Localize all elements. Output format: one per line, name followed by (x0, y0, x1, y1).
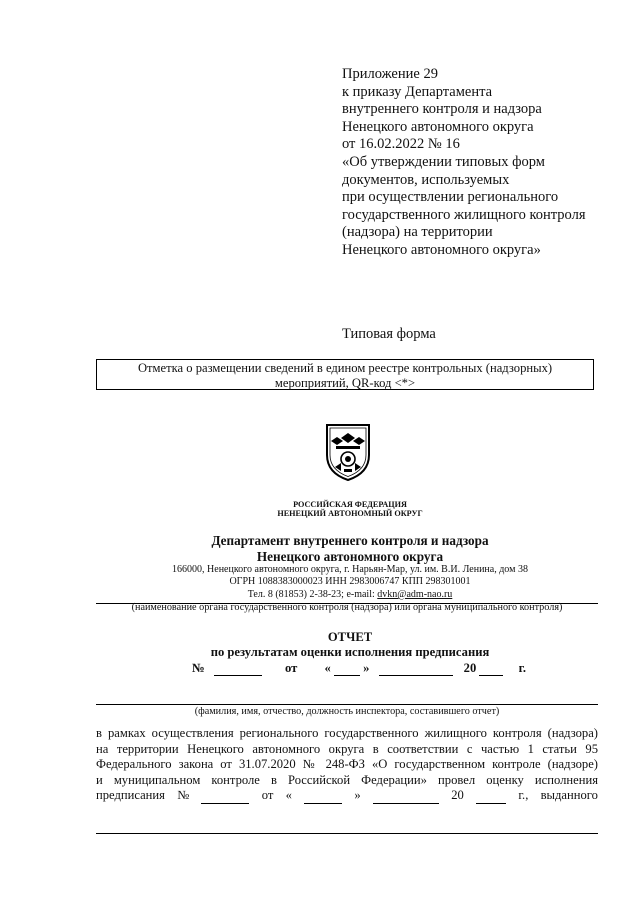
appendix-line: внутреннего контроля и надзора (342, 101, 542, 118)
paragraph-word: № (177, 788, 190, 803)
appendix-line: Приложение 29 (342, 66, 438, 82)
department-line: Департамент внутреннего контроля и надзора (211, 533, 489, 548)
prescription-month-field[interactable] (373, 791, 439, 804)
prescription-day-field[interactable] (304, 791, 342, 804)
issued-to-line[interactable] (96, 833, 598, 834)
year-suffix: г. (518, 661, 527, 675)
paragraph-line: Федерального закона от 31.07.2020 № 248-ФЗ «О государственном контроле (надзоре) (96, 757, 598, 772)
report-number-field[interactable] (214, 663, 262, 676)
paragraph-word: » (354, 788, 361, 803)
paragraph-last-line (96, 788, 598, 804)
inspector-divider-line (96, 704, 598, 705)
report-title (120, 630, 580, 660)
appendix-line: Ненецкого автономного округа» (342, 241, 541, 258)
paragraph-word: предписания (96, 788, 165, 803)
nao-coat-of-arms-icon (323, 421, 373, 483)
paragraph-line: и муниципальном контроле в Российской Федерации» провел оценку исполнения (96, 772, 598, 787)
registry-mark-line: Отметка о размещении сведений в едином реестре контрольных (надзорных) (137, 361, 553, 375)
report-subtitle: по результатам оценки исполнения предписания (210, 645, 490, 659)
date-from-label: от (284, 661, 298, 675)
department-title (120, 533, 580, 564)
number-label: № (192, 661, 205, 675)
appendix-line: при осуществлении регионального (342, 189, 559, 206)
contacts-line (110, 589, 590, 601)
appendix-line: (надзора) на территории (342, 224, 493, 241)
appendix-line: Ненецкого автономного округа (342, 118, 534, 135)
report-day-field[interactable] (334, 663, 360, 676)
appendix-line: документов, используемых (342, 171, 510, 188)
federation-line: РОССИЙСКАЯ ФЕДЕРАЦИЯ (293, 500, 407, 509)
form-type-label: Типовая форма (342, 326, 436, 342)
paragraph-word: от (261, 788, 274, 803)
paragraph-line: на территории Ненецкого автономного округа в соответствии с частью 1 статьи 95 (96, 741, 598, 756)
prescription-year-field[interactable] (476, 791, 506, 804)
report-heading: ОТЧЕТ (327, 630, 373, 644)
federation-line: НЕНЕЦКИЙ АВТОНОМНЫЙ ОКРУГ (277, 509, 423, 518)
department-line: Ненецкого автономного округа (256, 548, 444, 564)
requisites-line: ОГРН 1088383000023 ИНН 2983006747 КПП 298301001 (229, 576, 471, 588)
report-month-field[interactable] (379, 663, 453, 676)
registry-mark-line: мероприятий, QR-код <*> (274, 375, 416, 390)
quote-open: « (324, 661, 331, 675)
appendix-line: «Об утверждении типовых форм (342, 153, 545, 170)
paragraph-word: 20 (451, 788, 464, 803)
appendix-line: государственного жилищного контроля (342, 206, 586, 223)
appendix-line: к приказу Департамента (342, 83, 493, 100)
paragraph-word: « (285, 788, 292, 803)
quote-close: » (363, 661, 370, 675)
report-number-line (192, 661, 526, 676)
inspector-caption: (фамилия, имя, отчество, должность инспектора, составившего отчет) (194, 706, 500, 717)
address-line: 166000, Ненецкого автономного округа, г. Нарьян-Мар, ул. им. В.И. Ленина, дом 38 (172, 564, 528, 575)
phone-text: Тел. 8 (81853) 2-38-23; e-mail: (247, 588, 378, 600)
report-year-field[interactable] (479, 663, 503, 676)
federation-label (200, 500, 500, 518)
org-name-caption: (наименование органа государственного контроля (надзора) или органа муниципального контроля) (131, 602, 563, 613)
email-link[interactable]: dvkn@adm-nao.ru (377, 588, 453, 600)
prescription-number-field[interactable] (201, 791, 249, 804)
paragraph-word: выданного (540, 788, 598, 803)
report-paragraph (96, 726, 598, 804)
registry-mark-box (96, 359, 594, 390)
department-address (110, 564, 590, 601)
paragraph-word: г., (518, 788, 529, 803)
appendix-header (342, 66, 622, 260)
appendix-line: от 16.02.2022 № 16 (342, 136, 460, 153)
paragraph-line: в рамках осуществления регионального государственного жилищного контроля (надзора) (96, 726, 598, 740)
year-prefix: 20 (463, 661, 477, 675)
